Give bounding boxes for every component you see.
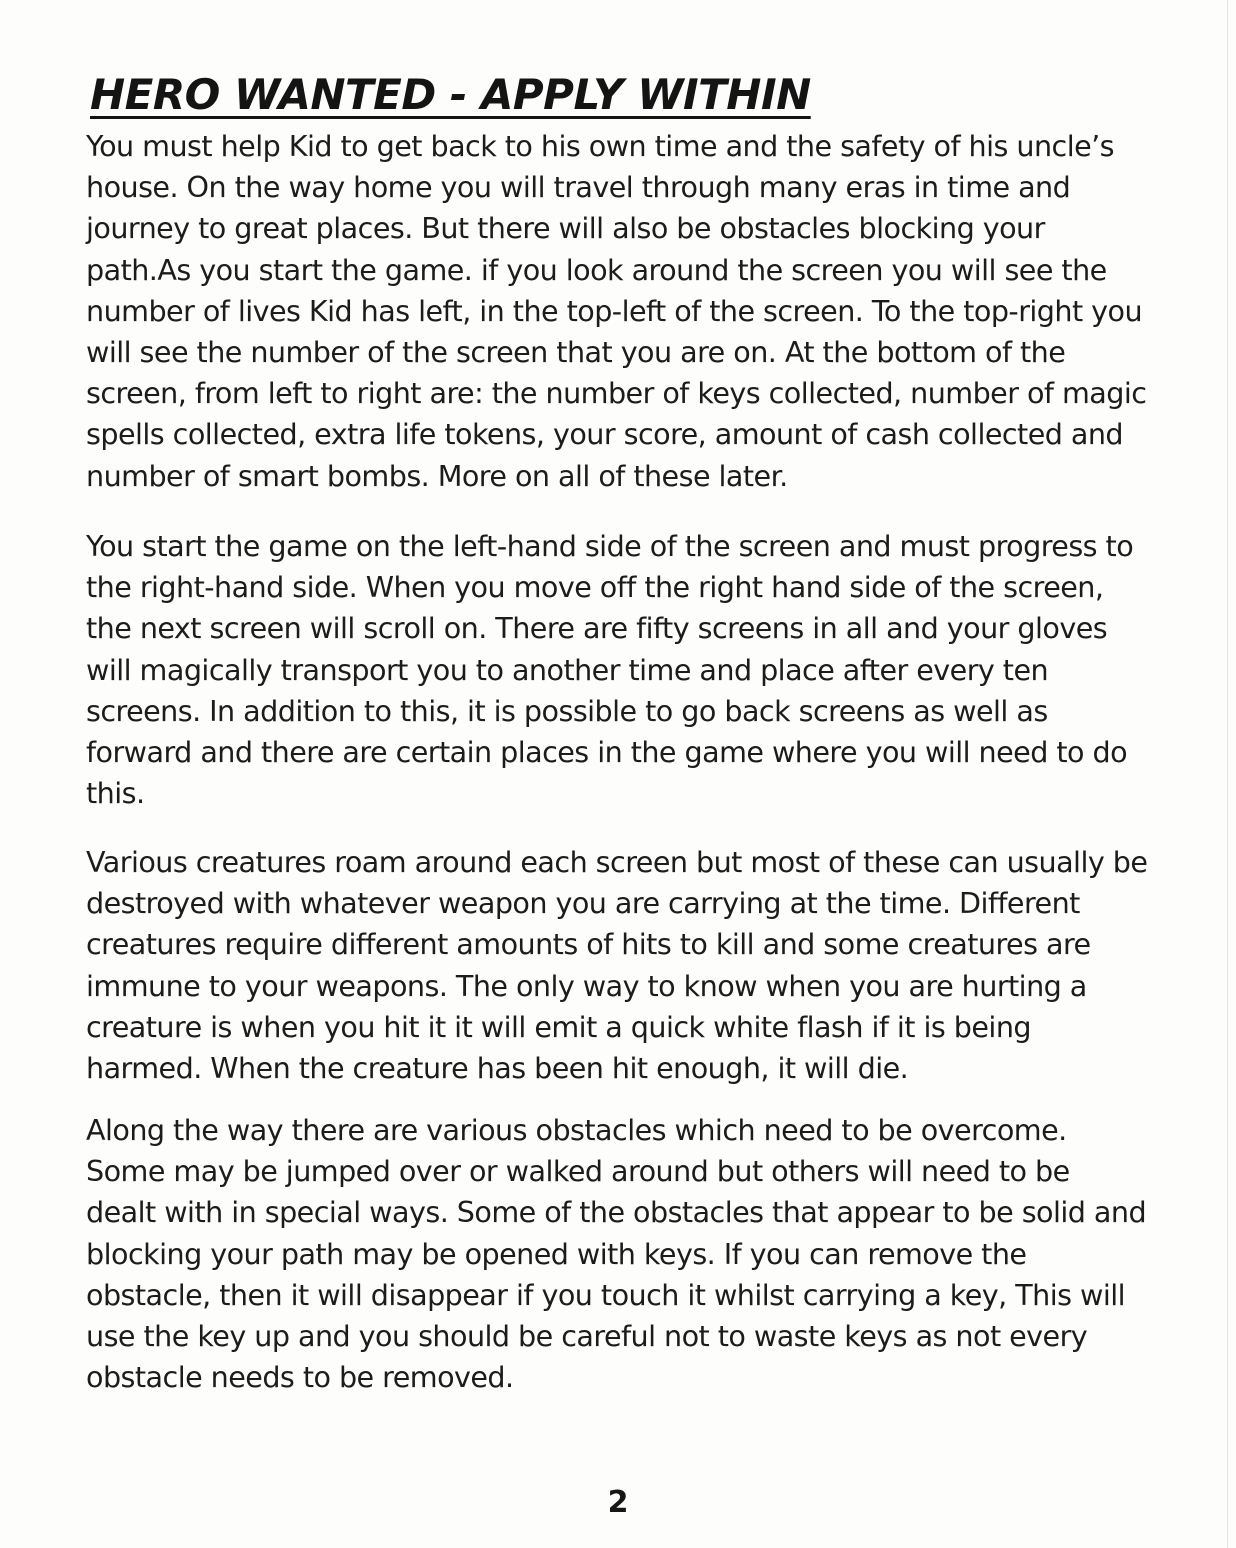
paragraph-screens: [86, 526, 1176, 814]
text-line: destroyed with whatever weapon you are carrying at the time. Different: [86, 886, 1080, 921]
text-line: obstacle needs to be removed.: [86, 1360, 514, 1395]
text-line: screens. In addition to this, it is possible to go back screens as well as: [86, 693, 1048, 728]
text-line: forward and there are certain places in the game where you will need to do: [86, 735, 1128, 770]
paragraph-creatures: [86, 842, 1176, 1089]
page-number: 2: [607, 1485, 629, 1520]
text-line: number of lives Kid has left, in the top-left of the screen. To the top-right you: [86, 293, 1143, 328]
text-line: obstacle, then it will disappear if you touch it whilst carrying a key, This will: [86, 1277, 1126, 1312]
paragraph-intro: [86, 126, 1176, 497]
text-line: creature is when you hit it it will emit a quick white flash if it is being: [86, 1009, 1031, 1044]
text-line: the right-hand side. When you move off the right hand side of the screen,: [86, 570, 1104, 605]
text-line: Along the way there are various obstacles which need to be overcome.: [86, 1113, 1067, 1147]
paragraph-obstacles: [86, 1110, 1176, 1398]
text-line: screen, from left to right are: the number of keys collected, number of magic: [86, 376, 1147, 411]
text-line: You start the game on the left-hand side of the screen and must progress to: [86, 529, 1134, 563]
text-line: this.: [86, 776, 145, 811]
text-line: house. On the way home you will travel through many eras in time and: [86, 170, 1071, 205]
text-line: harmed. When the creature has been hit enough, it will die.: [86, 1051, 909, 1086]
text-line: spells collected, extra life tokens, your score, amount of cash collected and: [86, 417, 1124, 452]
text-line: journey to great places. But there will also be obstacles blocking your: [86, 211, 1045, 246]
text-line: the next screen will scroll on. There are fifty screens in all and your gloves: [86, 611, 1108, 646]
text-line: will magically transport you to another time and place after every ten: [86, 652, 1049, 687]
page-edge: [1227, 0, 1228, 1548]
text-line: Various creatures roam around each screen but most of these can usually be: [86, 845, 1148, 879]
text-line: will see the number of the screen that you are on. At the bottom of the: [86, 335, 1066, 370]
text-line: use the key up and you should be careful not to waste keys as not every: [86, 1319, 1088, 1354]
text-line: dealt with in special ways. Some of the obstacles that appear to be solid and: [86, 1195, 1147, 1230]
text-line: path.As you start the game. if you look around the screen you will see the: [86, 252, 1107, 287]
page-heading: HERO WANTED - APPLY WITHIN: [90, 70, 811, 119]
text-line: You must help Kid to get back to his own time and the safety of his uncle’s: [86, 129, 1115, 163]
text-line: number of smart bombs. More on all of these later.: [86, 458, 788, 493]
text-line: Some may be jumped over or walked around but others will need to be: [86, 1154, 1070, 1189]
text-line: creatures require different amounts of hits to kill and some creatures are: [86, 927, 1091, 962]
text-line: blocking your path may be opened with keys. If you can remove the: [86, 1236, 1027, 1271]
text-line: immune to your weapons. The only way to know when you are hurting a: [86, 968, 1087, 1003]
